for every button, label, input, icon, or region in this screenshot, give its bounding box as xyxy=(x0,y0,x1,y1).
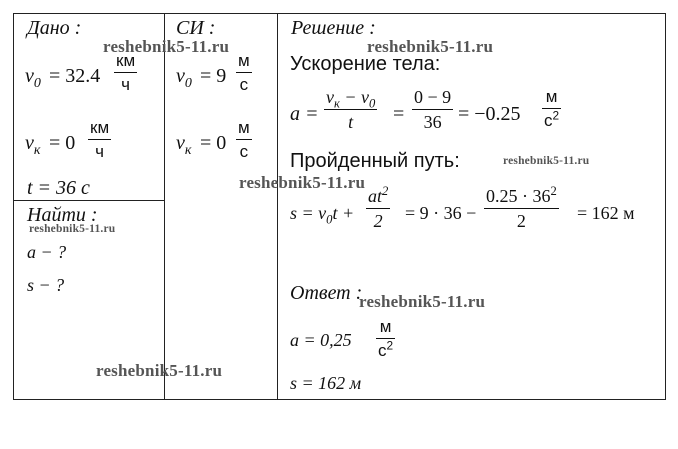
column-divider-si-solution xyxy=(277,14,278,399)
header-find: Найти : xyxy=(27,204,98,226)
given-vk-label: $v_к$ xyxy=(25,132,41,158)
accel-unit: м $с^2$ xyxy=(544,87,560,130)
path-frac-values: $0.25 \cdot 36^2$ 2 xyxy=(486,184,557,231)
si-vk-unit: м с xyxy=(238,118,250,161)
watermark-logo: reshebnik5-11.ru xyxy=(359,292,486,311)
path-lhs: $s = v_0t$ + xyxy=(290,203,355,227)
path-title: Пройденный путь: xyxy=(290,150,460,172)
si-v0-value: = 9 xyxy=(200,65,227,87)
answer-a: a = 0,25 xyxy=(290,330,352,350)
watermark-logo: reshebnik5-11.ru xyxy=(503,155,590,167)
accel-frac-values: 0 − 9 36 xyxy=(414,87,452,132)
answer-s: s = 162 м xyxy=(290,373,362,393)
given-time: t = 36 с xyxy=(27,177,90,199)
column-divider-given-si xyxy=(164,14,165,399)
given-vk-value: = 0 xyxy=(49,132,76,154)
answer-a-unit: м $с^2$ xyxy=(378,317,394,360)
given-v0-unit: км ч xyxy=(116,51,136,94)
accel-result: = −0.25 xyxy=(458,103,521,125)
si-vk-value: = 0 xyxy=(200,132,227,154)
header-answer: Ответ : xyxy=(290,282,363,304)
watermark-logo: reshebnik5-11.ru xyxy=(239,173,366,192)
path-result: = 162 м xyxy=(577,203,635,223)
watermark-logo: reshebnik5-11.ru xyxy=(103,37,230,56)
watermark-logo: reshebnik5-11.ru xyxy=(367,37,494,56)
watermark-logo: reshebnik5-11.ru xyxy=(29,223,116,235)
accel-frac-formula: $v_к - v_0$ t xyxy=(326,87,376,132)
accel-lhs: a = xyxy=(290,103,319,125)
find-a: a − ? xyxy=(27,242,67,262)
acceleration-title: Ускорение тела: xyxy=(290,53,441,75)
header-solution: Решение : xyxy=(291,17,376,39)
given-v0-value: = 32.4 xyxy=(49,65,101,87)
given-v0-label: $v_0$ xyxy=(25,65,41,91)
si-v0-unit: м с xyxy=(238,51,250,94)
watermark-logo: reshebnik5-11.ru xyxy=(96,361,223,380)
given-vk-unit: км ч xyxy=(90,118,110,161)
si-vk-label: $v_к$ xyxy=(176,132,192,158)
accel-eq1: = xyxy=(393,103,405,125)
header-si: СИ : xyxy=(176,17,216,39)
find-s: s − ? xyxy=(27,275,65,295)
si-v0-label: $v_0$ xyxy=(176,65,192,91)
row-divider-given-find xyxy=(14,200,164,201)
path-frac-formula: $at^2$ 2 xyxy=(368,184,389,231)
header-given: Дано : xyxy=(27,17,82,39)
path-mid: = 9 · 36 − xyxy=(405,203,477,223)
